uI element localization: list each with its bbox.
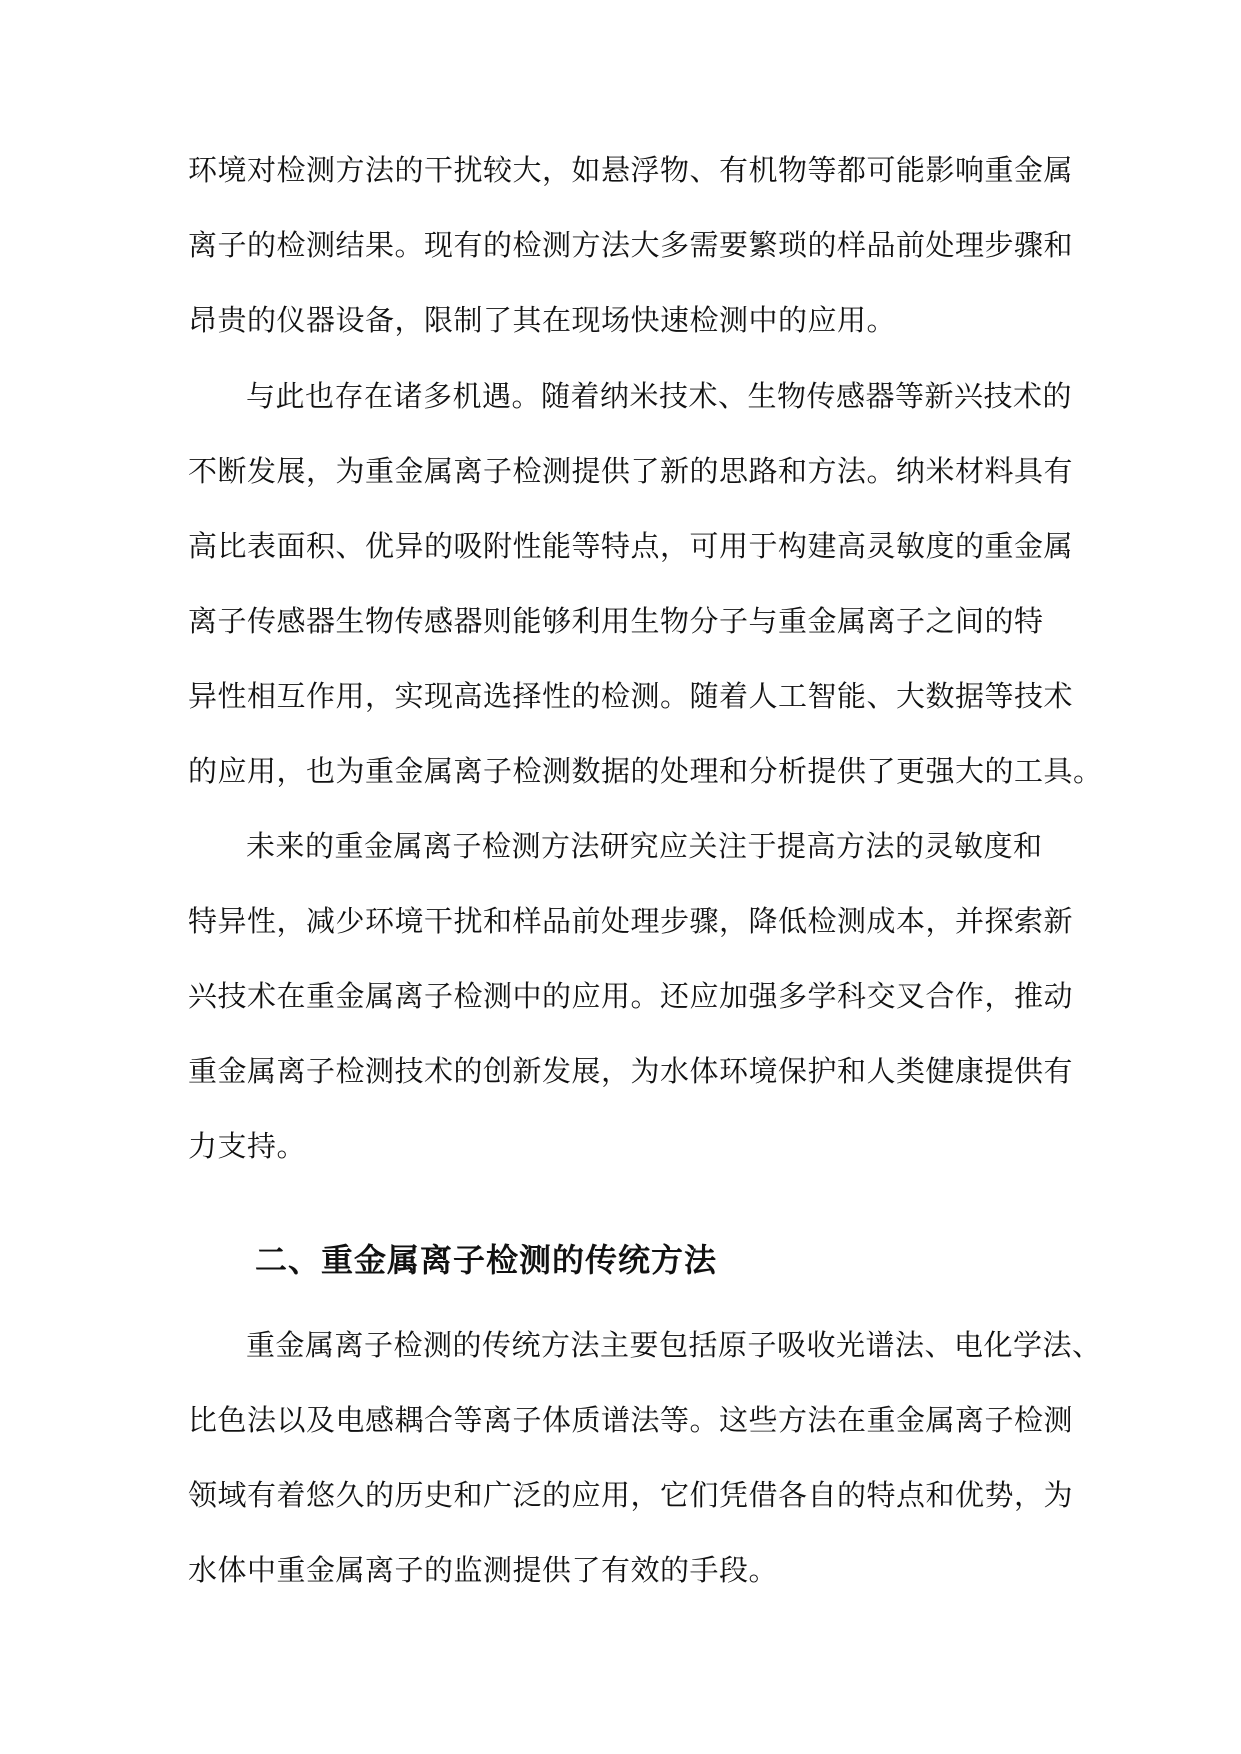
paragraph-3-line-1: 未来的重金属离子检测方法研究应关注于提高方法的灵敏度和 [246, 829, 1043, 863]
paragraph-3-line-3: 兴技术在重金属离子检测中的应用。还应加强多学科交叉合作，推动 [188, 979, 1074, 1013]
paragraph-4-line-2: 比色法以及电感耦合等离子体质谱法等。这些方法在重金属离子检测 [188, 1403, 1074, 1437]
paragraph-2-line-4: 离子传感器生物传感器则能够利用生物分子与重金属离子之间的特 [188, 604, 1044, 638]
paragraph-2-line-6: 的应用，也为重金属离子检测数据的处理和分析提供了更强大的工具。 [188, 754, 1103, 788]
paragraph-4-line-3: 领域有着悠久的历史和广泛的应用，它们凭借各自的特点和优势，为 [188, 1478, 1074, 1512]
paragraph-2-line-5: 异性相互作用，实现高选择性的检测。随着人工智能、大数据等技术 [188, 679, 1074, 713]
paragraph-2-line-2: 不断发展，为重金属离子检测提供了新的思路和方法。纳米材料具有 [188, 454, 1074, 488]
paragraph-4-line-1: 重金属离子检测的传统方法主要包括原子吸收光谱法、电化学法、 [246, 1328, 1102, 1362]
paragraph-2-line-1: 与此也存在诸多机遇。随着纳米技术、生物传感器等新兴技术的 [246, 379, 1073, 413]
paragraph-1-line-3: 昂贵的仪器设备，限制了其在现场快速检测中的应用。 [188, 303, 897, 337]
paragraph-4-line-4: 水体中重金属离子的监测提供了有效的手段。 [188, 1553, 779, 1587]
paragraph-3-line-5: 力支持。 [188, 1129, 307, 1163]
paragraph-3-line-2: 特异性，减少环境干扰和样品前处理步骤，降低检测成本，并探索新 [188, 904, 1074, 938]
paragraph-2-line-3: 高比表面积、优异的吸附性能等特点，可用于构建高灵敏度的重金属 [188, 529, 1074, 563]
section-heading: 二、重金属离子检测的传统方法 [255, 1241, 718, 1279]
paragraph-1-line-1: 环境对检测方法的干扰较大，如悬浮物、有机物等都可能影响重金属 [188, 153, 1074, 187]
paragraph-3-line-4: 重金属离子检测技术的创新发展，为水体环境保护和人类健康提供有 [188, 1054, 1074, 1088]
paragraph-1-line-2: 离子的检测结果。现有的检测方法大多需要繁琐的样品前处理步骤和 [188, 228, 1074, 262]
